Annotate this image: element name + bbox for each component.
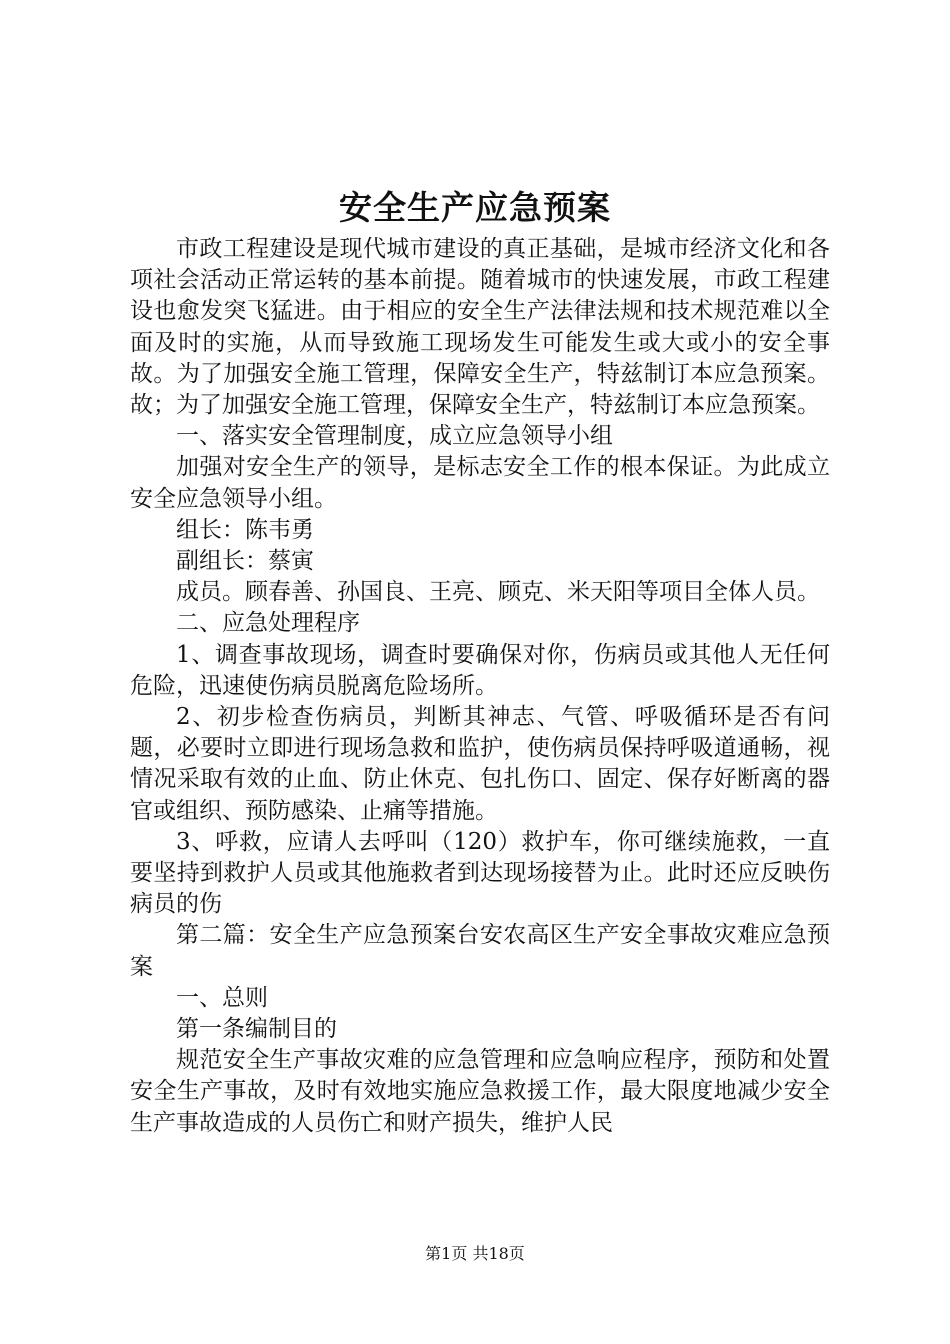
- document-body: [130, 234, 830, 1139]
- paragraph-purpose: 规范安全生产事故灾难的应急管理和应急响应程序，预防和处置安全生产事故，及时有效地实施应急救援工作，最大限度地减少安全生产事故造成的人员伤亡和财产损失，维护人民: [130, 1047, 830, 1136]
- heading-section-2: 二、应急处理程序: [176, 610, 360, 637]
- document-title: 安全生产应急预案: [339, 188, 611, 227]
- paragraph-step-3: 3、呼救，应请人去呼叫（120）救护车，你可继续施救，一直要坚持到救护人员或其他施救者到达现场接替为止。此时还应反映伤病员的伤: [130, 828, 830, 918]
- heading-general-principles: 一、总则: [176, 984, 268, 1011]
- paragraph-step-2: 2、初步检查伤病员，判断其神志、气管、呼吸循环是否有问题，必要时立即进行现场急救和监护，使伤病员保持呼吸道通畅，视情况采取有效的止血、防止休克、包扎伤口、固定、保存好断离的器官或组织、预防感染、止痛等措施。: [130, 704, 830, 824]
- heading-article-1: 第一条编制目的: [176, 1016, 337, 1043]
- page-number-footer: 第1页 共18页: [425, 1244, 525, 1263]
- heading-section-1: 一、落实安全管理制度，成立应急领导小组: [176, 423, 613, 450]
- paragraph-intro: 市政工程建设是现代城市建设的真正基础，是城市经济文化和各项社会活动正常运转的基本前提。随着城市的快速发展，市政工程建设也愈发突飞猛进。由于相应的安全生产法律法规和技术规范难以全面及时的实施，从而导致施工现场发生可能发生或大或小的安全事故。为了加强安全施工管理，保障安全生产，特兹制订本应急预案。故；为了加强安全施工管理，保障安全生产，特兹制订本应急预案。: [130, 236, 830, 419]
- paragraph-deputy-leader: 副组长：蔡寅: [176, 548, 314, 575]
- heading-part-2: 第二篇：安全生产应急预案台安农高区生产安全事故灾难应急预案: [130, 922, 830, 980]
- paragraph-leadership: 加强对安全生产的领导，是标志安全工作的根本保证。为此成立安全应急领导小组。: [130, 454, 830, 512]
- paragraph-step-1: 1、调查事故现场，调查时要确保对你，伤病员或其他人无任何危险，迅速使伤病员脱离危险场所。: [130, 641, 830, 699]
- paragraph-group-leader: 组长：陈韦勇: [176, 516, 314, 543]
- paragraph-members: 成员。顾春善、孙国良、王亮、顾克、米天阳等项目全体人员。: [176, 579, 820, 606]
